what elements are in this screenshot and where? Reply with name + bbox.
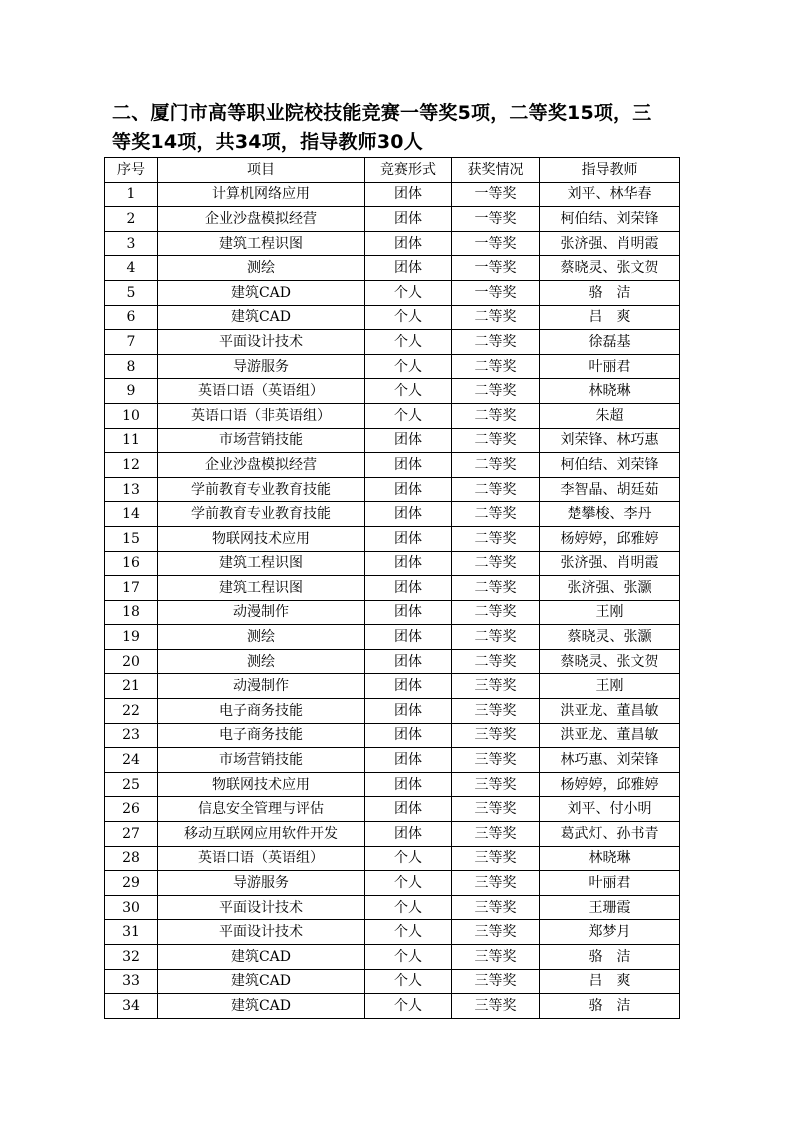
cell-competition-form: 团体 [365,428,452,453]
cell-serial-number: 33 [105,969,158,994]
cell-instructor: 叶丽君 [540,871,680,896]
cell-award: 三等奖 [452,871,540,896]
cell-project: 建筑CAD [158,945,365,970]
cell-project: 建筑工程识图 [158,551,365,576]
table-header-row [105,158,680,183]
cell-serial-number: 29 [105,871,158,896]
cell-instructor: 骆 洁 [540,994,680,1019]
cell-serial-number: 20 [105,649,158,674]
cell-project: 建筑CAD [158,305,365,330]
cell-serial-number: 8 [105,354,158,379]
cell-award: 二等奖 [452,305,540,330]
section-heading [112,99,702,157]
cell-serial-number: 6 [105,305,158,330]
cell-award: 三等奖 [452,822,540,847]
cell-project: 动漫制作 [158,674,365,699]
table-row [105,625,680,650]
cell-award: 三等奖 [452,846,540,871]
cell-project: 移动互联网应用软件开发 [158,822,365,847]
cell-competition-form: 个人 [365,994,452,1019]
table-row [105,969,680,994]
cell-serial-number: 30 [105,895,158,920]
table-row [105,895,680,920]
cell-serial-number: 4 [105,256,158,281]
cell-instructor: 柯伯结、刘荣锋 [540,207,680,232]
cell-project: 测绘 [158,256,365,281]
cell-serial-number: 23 [105,723,158,748]
cell-serial-number: 2 [105,207,158,232]
cell-instructor: 张济强、肖明霞 [540,231,680,256]
cell-competition-form: 团体 [365,748,452,773]
cell-serial-number: 28 [105,846,158,871]
cell-project: 平面设计技术 [158,920,365,945]
cell-serial-number: 7 [105,330,158,355]
table-row [105,846,680,871]
cell-instructor: 王刚 [540,674,680,699]
cell-serial-number: 19 [105,625,158,650]
table-row [105,576,680,601]
cell-instructor: 吕 爽 [540,305,680,330]
cell-project: 建筑工程识图 [158,576,365,601]
cell-award: 一等奖 [452,256,540,281]
cell-award: 三等奖 [452,994,540,1019]
cell-competition-form: 团体 [365,576,452,601]
cell-competition-form: 团体 [365,822,452,847]
cell-serial-number: 27 [105,822,158,847]
cell-project: 英语口语（英语组） [158,379,365,404]
cell-award: 二等奖 [452,502,540,527]
cell-serial-number: 34 [105,994,158,1019]
cell-instructor: 郑梦月 [540,920,680,945]
cell-award: 一等奖 [452,182,540,207]
cell-award: 二等奖 [452,600,540,625]
cell-award: 三等奖 [452,723,540,748]
cell-project: 物联网技术应用 [158,526,365,551]
table-row [105,379,680,404]
cell-competition-form: 团体 [365,502,452,527]
cell-project: 建筑CAD [158,280,365,305]
table-body [105,182,680,1018]
cell-serial-number: 1 [105,182,158,207]
header-competition-form: 竞赛形式 [365,158,452,183]
cell-project: 导游服务 [158,871,365,896]
cell-project: 英语口语（非英语组） [158,403,365,428]
table-row [105,649,680,674]
cell-project: 学前教育专业教育技能 [158,502,365,527]
cell-award: 二等奖 [452,354,540,379]
cell-project: 建筑工程识图 [158,231,365,256]
cell-project: 学前教育专业教育技能 [158,477,365,502]
cell-project: 英语口语（英语组） [158,846,365,871]
cell-award: 三等奖 [452,969,540,994]
cell-award: 二等奖 [452,649,540,674]
cell-competition-form: 团体 [365,699,452,724]
table-row [105,945,680,970]
cell-competition-form: 个人 [365,846,452,871]
table-row [105,674,680,699]
table-row [105,182,680,207]
cell-award: 二等奖 [452,576,540,601]
cell-instructor: 蔡晓灵、张灏 [540,625,680,650]
cell-instructor: 王刚 [540,600,680,625]
cell-instructor: 骆 洁 [540,280,680,305]
cell-award: 三等奖 [452,895,540,920]
table-row [105,477,680,502]
cell-project: 电子商务技能 [158,723,365,748]
cell-instructor: 朱超 [540,403,680,428]
table-row [105,822,680,847]
cell-competition-form: 个人 [365,280,452,305]
cell-award: 二等奖 [452,428,540,453]
cell-serial-number: 3 [105,231,158,256]
cell-instructor: 葛武灯、孙书青 [540,822,680,847]
cell-competition-form: 团体 [365,674,452,699]
cell-instructor: 林晓琳 [540,379,680,404]
cell-award: 二等奖 [452,453,540,478]
cell-competition-form: 团体 [365,207,452,232]
cell-instructor: 洪亚龙、董昌敏 [540,723,680,748]
table-row [105,256,680,281]
cell-project: 导游服务 [158,354,365,379]
table-row [105,871,680,896]
table-row [105,502,680,527]
cell-competition-form: 团体 [365,182,452,207]
cell-serial-number: 22 [105,699,158,724]
cell-competition-form: 团体 [365,649,452,674]
cell-award: 二等奖 [452,330,540,355]
cell-serial-number: 17 [105,576,158,601]
cell-competition-form: 团体 [365,600,452,625]
cell-instructor: 骆 洁 [540,945,680,970]
cell-serial-number: 13 [105,477,158,502]
cell-serial-number: 11 [105,428,158,453]
table-row [105,526,680,551]
cell-competition-form: 个人 [365,920,452,945]
cell-project: 物联网技术应用 [158,772,365,797]
cell-serial-number: 10 [105,403,158,428]
cell-instructor: 林巧惠、刘荣锋 [540,748,680,773]
table-row [105,920,680,945]
cell-instructor: 柯伯结、刘荣锋 [540,453,680,478]
cell-project: 企业沙盘模拟经营 [158,453,365,478]
cell-award: 三等奖 [452,920,540,945]
header-instructor: 指导教师 [540,158,680,183]
table-row [105,280,680,305]
cell-project: 计算机网络应用 [158,182,365,207]
table-row [105,428,680,453]
header-serial-number: 序号 [105,158,158,183]
table-row [105,354,680,379]
cell-award: 一等奖 [452,280,540,305]
cell-project: 测绘 [158,649,365,674]
table-row [105,797,680,822]
cell-award: 二等奖 [452,526,540,551]
table-row [105,551,680,576]
cell-instructor: 刘荣锋、林巧惠 [540,428,680,453]
cell-instructor: 林晓琳 [540,846,680,871]
cell-instructor: 刘平、林华春 [540,182,680,207]
table-row [105,723,680,748]
cell-instructor: 洪亚龙、董昌敏 [540,699,680,724]
cell-serial-number: 9 [105,379,158,404]
header-award: 获奖情况 [452,158,540,183]
cell-project: 市场营销技能 [158,428,365,453]
cell-project: 平面设计技术 [158,330,365,355]
cell-project: 建筑CAD [158,969,365,994]
cell-instructor: 楚攀梭、李丹 [540,502,680,527]
cell-serial-number: 16 [105,551,158,576]
cell-award: 二等奖 [452,551,540,576]
cell-instructor: 王珊霞 [540,895,680,920]
cell-competition-form: 个人 [365,895,452,920]
cell-project: 电子商务技能 [158,699,365,724]
cell-competition-form: 团体 [365,723,452,748]
cell-competition-form: 团体 [365,453,452,478]
cell-project: 市场营销技能 [158,748,365,773]
cell-competition-form: 团体 [365,256,452,281]
cell-competition-form: 个人 [365,330,452,355]
cell-award: 二等奖 [452,403,540,428]
cell-serial-number: 32 [105,945,158,970]
table-row [105,207,680,232]
table-row [105,699,680,724]
heading-line-1: 二、厦门市高等职业院校技能竞赛一等奖5项，二等奖15项，三 [112,102,652,124]
cell-project: 信息安全管理与评估 [158,797,365,822]
cell-serial-number: 12 [105,453,158,478]
table-row [105,403,680,428]
awards-table [104,157,680,1019]
cell-project: 测绘 [158,625,365,650]
cell-competition-form: 个人 [365,403,452,428]
cell-serial-number: 21 [105,674,158,699]
cell-instructor: 吕 爽 [540,969,680,994]
cell-project: 平面设计技术 [158,895,365,920]
header-project: 项目 [158,158,365,183]
cell-award: 二等奖 [452,625,540,650]
cell-competition-form: 个人 [365,871,452,896]
table-row [105,330,680,355]
cell-competition-form: 团体 [365,772,452,797]
cell-competition-form: 个人 [365,945,452,970]
cell-serial-number: 18 [105,600,158,625]
cell-award: 二等奖 [452,379,540,404]
cell-award: 一等奖 [452,231,540,256]
cell-award: 一等奖 [452,207,540,232]
cell-serial-number: 25 [105,772,158,797]
cell-competition-form: 个人 [365,969,452,994]
cell-competition-form: 团体 [365,526,452,551]
cell-serial-number: 24 [105,748,158,773]
cell-competition-form: 个人 [365,354,452,379]
table-row [105,994,680,1019]
cell-instructor: 刘平、付小明 [540,797,680,822]
table-row [105,772,680,797]
cell-competition-form: 团体 [365,797,452,822]
heading-line-2: 等奖14项，共34项，指导教师30人 [112,131,423,153]
cell-instructor: 杨婷婷，邱雅婷 [540,526,680,551]
cell-competition-form: 个人 [365,379,452,404]
cell-instructor: 蔡晓灵、张文贺 [540,649,680,674]
cell-instructor: 张济强、张灏 [540,576,680,601]
cell-award: 二等奖 [452,477,540,502]
cell-award: 三等奖 [452,797,540,822]
cell-competition-form: 个人 [365,305,452,330]
cell-serial-number: 26 [105,797,158,822]
table-row [105,231,680,256]
cell-serial-number: 5 [105,280,158,305]
cell-competition-form: 团体 [365,231,452,256]
cell-competition-form: 团体 [365,477,452,502]
cell-project: 企业沙盘模拟经营 [158,207,365,232]
cell-instructor: 徐磊基 [540,330,680,355]
cell-project: 建筑CAD [158,994,365,1019]
table-row [105,305,680,330]
table-row [105,453,680,478]
cell-instructor: 张济强、肖明霞 [540,551,680,576]
table-row [105,600,680,625]
cell-serial-number: 31 [105,920,158,945]
cell-instructor: 叶丽君 [540,354,680,379]
cell-project: 动漫制作 [158,600,365,625]
table-row [105,748,680,773]
cell-instructor: 杨婷婷，邱雅婷 [540,772,680,797]
cell-award: 三等奖 [452,674,540,699]
cell-award: 三等奖 [452,748,540,773]
cell-award: 三等奖 [452,772,540,797]
cell-competition-form: 团体 [365,625,452,650]
cell-competition-form: 团体 [365,551,452,576]
cell-award: 三等奖 [452,945,540,970]
cell-award: 三等奖 [452,699,540,724]
cell-instructor: 李智晶、胡廷茹 [540,477,680,502]
cell-instructor: 蔡晓灵、张文贺 [540,256,680,281]
cell-serial-number: 15 [105,526,158,551]
cell-serial-number: 14 [105,502,158,527]
